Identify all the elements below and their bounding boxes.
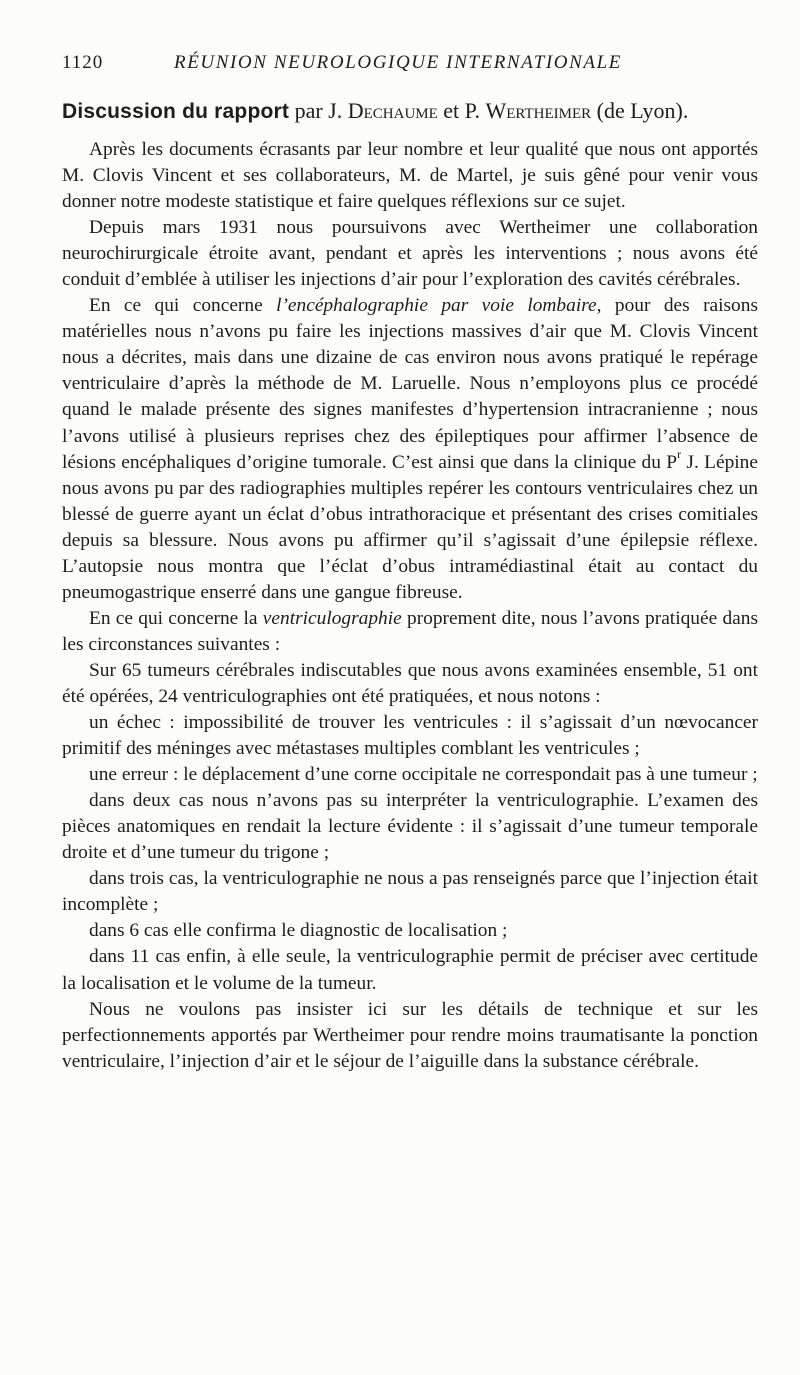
paragraph-9: dans trois cas, la ventriculographie ne nous a pas renseignés parce que l’injection était incomplète ; bbox=[62, 868, 758, 916]
page-number: 1120 bbox=[62, 52, 104, 73]
paragraph-6: un échec : impossibilité de trouver les ventricules : il s’agissait d’un nœvocancer primitif des méninges avec métastases multiples comblant les ventricules ; bbox=[62, 712, 758, 760]
paragraph-3 bbox=[62, 293, 758, 606]
paragraph-2: Depuis mars 1931 nous poursuivons avec Wertheimer une collaboration neurochirurgicale étroite avant, pendant et après les interventions ; nous avons été conduit d’emblée à utiliser les injections d’air pour l’exploration des cavités cérébrales. bbox=[62, 217, 758, 291]
p4-after: proprement dite, nous l’avons pratiquée dans les circonstances suivantes : bbox=[62, 607, 758, 655]
paragraph-4 bbox=[62, 606, 758, 658]
paragraph-10: dans 6 cas elle confirma le diagnostic de localisation ; bbox=[89, 920, 508, 942]
paragraph-1: Après les documents écrasants par leur nombre et leur qualité que nous ont apportés M. Clovis Vincent et ses collaborateurs, M. de Martel, je suis gêné pour venir vous donner notre modeste statistique et faire quelques réflexions sur ce sujet. bbox=[62, 139, 758, 213]
p3-middle: , pour des raisons matérielles nous n’avons pu faire les injections massives d’air que M. Clovis Vincent nous a décrites, mais dans une dizaine de cas environ nous avons pratiqué le repérage ventriculaire d’après la méthode de M. Laruelle. Nous n’employons plus ce procédé quand le malade présente des signes manifestes d’hypertension intracranienne ; nous l’avons utilisé à plusieurs reprises chez des épileptiques pour affirmer l’absence de lésions encéphaliques d’origine tumorale. C’est ainsi que dans la clinique du P bbox=[62, 295, 758, 473]
p4-italic-term: ventriculographie bbox=[262, 607, 402, 629]
heading-author-1: Dechaume bbox=[347, 98, 438, 123]
heading-lead: Discussion du rapport bbox=[62, 100, 290, 123]
running-title: RÉUNION NEUROLOGIQUE INTERNATIONALE bbox=[174, 52, 622, 73]
heading-by: par J. bbox=[289, 98, 348, 123]
heading-place: (de Lyon). bbox=[591, 98, 689, 123]
paragraph-12: Nous ne voulons pas insister ici sur les détails de technique et sur les perfectionnements apportés par Wertheimer pour rendre moins traumatisante la ponction ventriculaire, l’injection d’air et le séjour de l’aiguille dans la substance cérébrale. bbox=[62, 998, 758, 1072]
paragraph-7: une erreur : le déplacement d’une corne occipitale ne correspondait pas à une tumeur ; bbox=[89, 764, 758, 786]
p3-superscript: r bbox=[677, 446, 682, 461]
body-text bbox=[62, 137, 758, 1075]
running-head bbox=[62, 52, 762, 78]
heading-author-2: Wertheimer bbox=[485, 98, 592, 123]
p3-italic-term: l’encéphalographie par voie lombaire bbox=[276, 295, 597, 317]
p3-after: J. Lépine nous avons pu par des radiographies multiples repérer les contours ventriculaires chez un blessé de guerre ayant un éclat d’obus intrathoracique et présentant des crises comitiales depuis sa blessure. Nous avons pu affirmer qu’il s’agissait d’une épilepsie réflexe. L’autopsie nous montra que l’éclat d’obus intramédiastinal était au contact du pneumogastrique enserré dans une gangue fibreuse. bbox=[62, 451, 758, 603]
section-heading bbox=[62, 98, 774, 124]
paragraph-5: Sur 65 tumeurs cérébrales indiscutables que nous avons examinées ensemble, 51 ont été opérées, 24 ventriculographies ont été pratiquées, et nous notons : bbox=[62, 659, 758, 707]
p4-before: En ce qui concerne la bbox=[89, 607, 263, 629]
paragraph-8: dans deux cas nous n’avons pas su interpréter la ventriculographie. L’examen des pièces anatomiques en rendait la lecture évidente : il s’agissait d’une tumeur temporale droite et d’une tumeur du trigone ; bbox=[62, 790, 758, 864]
paragraph-11: dans 11 cas enfin, à elle seule, la ventriculographie permit de préciser avec certitude la localisation et le volume de la tumeur. bbox=[62, 946, 758, 994]
p3-before: En ce qui concerne bbox=[89, 295, 277, 317]
heading-and: et P. bbox=[437, 98, 486, 123]
